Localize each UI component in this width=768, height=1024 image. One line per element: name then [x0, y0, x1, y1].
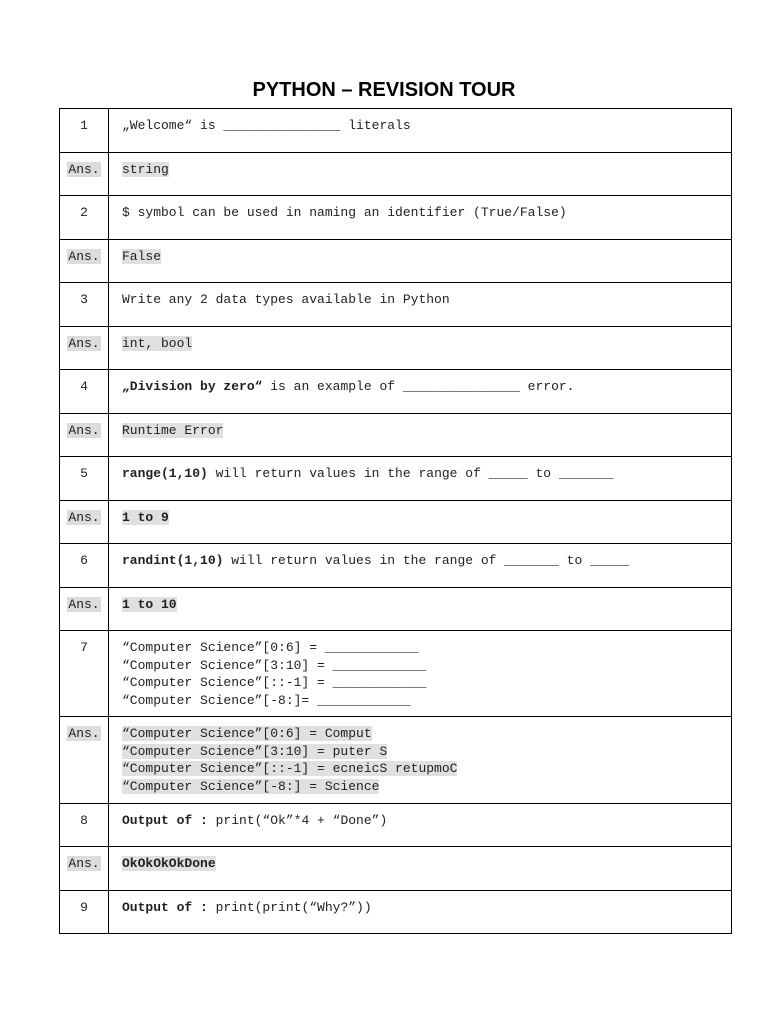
answer-label: Ans. [68, 336, 100, 351]
qa-table [59, 108, 732, 934]
question-row [60, 283, 732, 327]
question-row [60, 891, 732, 934]
answer-row [60, 414, 732, 457]
question-keyword: range(1,10) [122, 466, 208, 481]
question-text: is an example of _______________ error. [262, 379, 575, 394]
question-line: “Computer Science”[::-1] = ____________ [122, 675, 427, 690]
question-row [60, 109, 732, 153]
answer-label: Ans. [68, 597, 100, 612]
answer-row [60, 327, 732, 370]
question-row [60, 457, 732, 501]
question-number: 8 [80, 813, 88, 828]
question-text: $ symbol can be used in naming an identifier (True/False) [122, 205, 567, 220]
answer-text: OkOkOkOkDone [122, 856, 216, 871]
answer-text: string [122, 162, 169, 177]
answer-text: Runtime Error [122, 423, 224, 438]
answer-text: int, bool [122, 336, 193, 351]
page-title: PYTHON – REVISION TOUR [252, 79, 516, 101]
answer-row [60, 847, 732, 891]
question-line: “Computer Science”[-8:]= ____________ [122, 692, 411, 708]
question-number: 3 [80, 292, 88, 307]
answer-row [60, 501, 732, 544]
question-keyword: randint(1,10) [122, 553, 224, 568]
answer-row [60, 588, 732, 631]
question-number: 7 [80, 640, 88, 655]
answer-line: “Computer Science”[3:10] = puter S [122, 743, 388, 759]
question-line: “Computer Science”[0:6] = ____________ [122, 640, 419, 655]
answer-label: Ans. [68, 249, 100, 264]
answer-row [60, 153, 732, 196]
question-text: will return values in the range of _____ to _______ [207, 466, 614, 481]
question-row [60, 196, 732, 240]
answer-label: Ans. [68, 856, 100, 871]
answer-row [60, 240, 732, 283]
answer-label: Ans. [68, 162, 100, 177]
question-number: 9 [80, 900, 88, 915]
question-keyword: „Division by zero“ [122, 379, 263, 394]
answer-label: Ans. [68, 510, 100, 525]
question-text: Write any 2 data types available in Python [122, 292, 450, 307]
question-keyword: Output of : [122, 813, 208, 828]
question-number: 2 [80, 205, 88, 220]
answer-text: False [122, 249, 162, 264]
question-row [60, 631, 732, 717]
question-row [60, 370, 732, 414]
answer-line: “Computer Science”[-8:] = Science [122, 778, 380, 794]
question-text: „Welcome“ is _______________ literals [122, 118, 411, 133]
question-number: 1 [80, 118, 88, 133]
question-number: 6 [80, 553, 88, 568]
question-number: 4 [80, 379, 88, 394]
question-row [60, 544, 732, 588]
answer-line: “Computer Science”[0:6] = Comput [122, 726, 372, 741]
answer-label: Ans. [68, 423, 100, 438]
question-text: print(print(“Why?”)) [207, 900, 372, 915]
question-keyword: Output of : [122, 900, 208, 915]
question-text: will return values in the range of _______ to _____ [223, 553, 630, 568]
question-text: print(“Ok”*4 + “Done”) [207, 813, 388, 828]
answer-label: Ans. [68, 726, 100, 741]
answer-line: “Computer Science”[::-1] = ecneicS retupmoC [122, 761, 458, 776]
answer-text: 1 to 9 [122, 510, 169, 525]
answer-text: 1 to 10 [122, 597, 177, 612]
question-row [60, 804, 732, 847]
question-number: 5 [80, 466, 88, 481]
question-line: “Computer Science”[3:10] = ____________ [122, 657, 427, 673]
answer-row [60, 717, 732, 804]
